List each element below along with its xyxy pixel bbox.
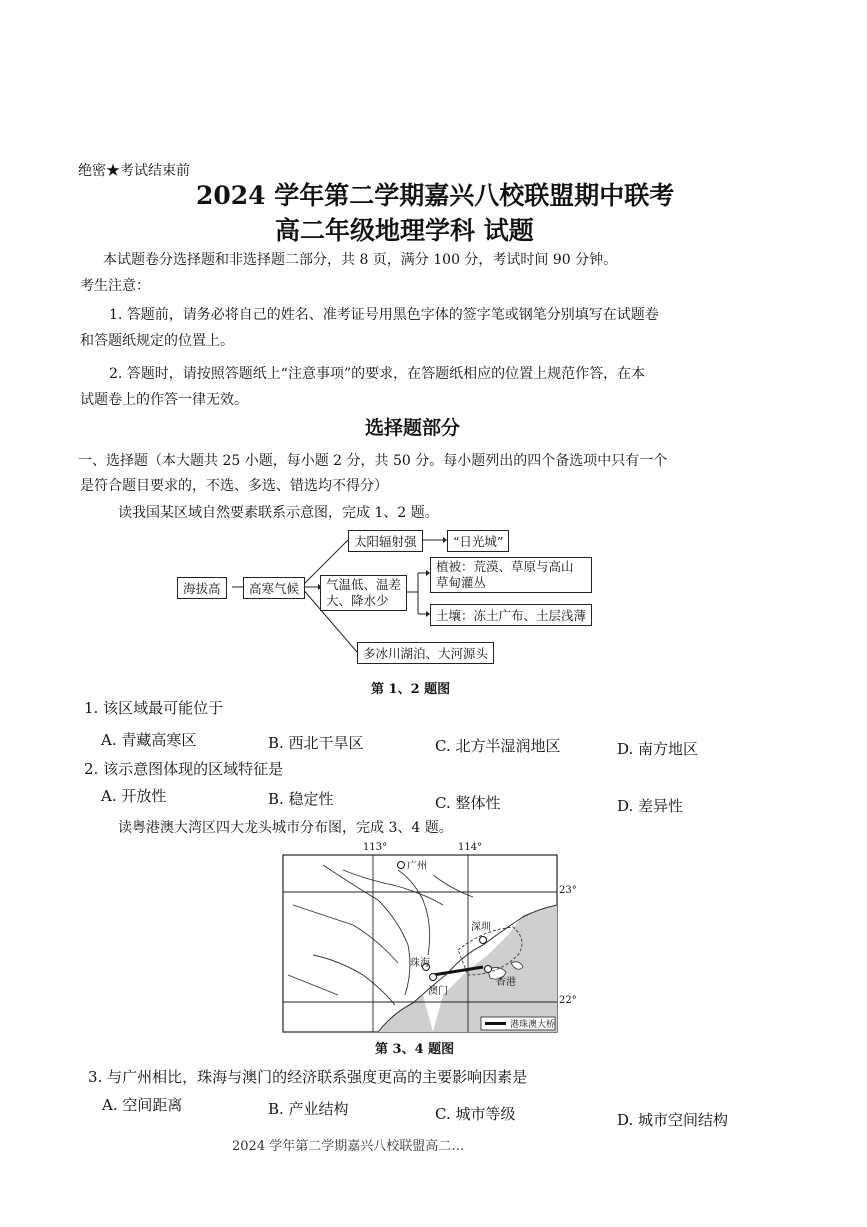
question-2: 2. 该示意图体现的区域特征是: [84, 760, 284, 778]
secret-mark: 绝密★考试结束前: [78, 163, 190, 179]
page-subtitle: 高二年级地理学科 试题: [275, 216, 534, 245]
note-2-cont: 试题卷上的作答一律无效。: [80, 392, 248, 408]
veg-line-2: 草甸灌丛: [436, 575, 487, 590]
q2-option-a[interactable]: A. 开放性: [101, 787, 167, 805]
section-heading: 选择题部分: [365, 417, 461, 439]
veg-line-1: 植被：荒漠、草原与高山: [436, 559, 574, 574]
question-3: 3. 与广州相比，珠海与澳门的经济联系强度更高的主要影响因素是: [88, 1068, 528, 1086]
city-shenzhen: 深圳: [471, 922, 491, 933]
box-soil: 土壤：冻土广布、土层浅薄: [430, 604, 592, 626]
q2-option-b[interactable]: B. 稳定性: [268, 790, 334, 808]
figure-caption-1: 第 1、2 题图: [371, 682, 451, 697]
intro-line: 本试题卷分选择题和非选择题二部分，共 8 页，满分 100 分，考试时间 90 分钟。: [103, 252, 618, 268]
q3-option-d[interactable]: D. 城市空间结构: [617, 1111, 729, 1129]
part1-instructions-cont: 是符合题目要求的，不选、多选、错选均不得分）: [80, 478, 388, 494]
lat-label-23: 23°: [559, 885, 577, 896]
note-1: 1. 答题前，请务必将自己的姓名、准考证号用黑色字体的签字笔或钢笔分别填写在试题卷: [109, 307, 659, 323]
group2-prompt: 读粤港澳大湾区四大龙头城市分布图，完成 3、4 题。: [118, 820, 453, 836]
q3-option-b[interactable]: B. 产业结构: [268, 1100, 349, 1118]
q3-option-c[interactable]: C. 城市等级: [435, 1105, 516, 1123]
box-glacier: 多冰川湖泊、大河源头: [357, 642, 494, 664]
city-zhuhai: 珠海: [410, 958, 430, 969]
lat-label-22: 22°: [559, 995, 577, 1006]
box-altitude: 海拔高: [177, 577, 227, 599]
page-title: 2024 学年第二学期嘉兴八校联盟期中联考: [196, 181, 675, 210]
q1-option-c[interactable]: C. 北方半湿润地区: [435, 737, 561, 755]
q3-option-a[interactable]: A. 空间距离: [102, 1096, 183, 1114]
box-climate: 高寒气候: [243, 577, 305, 599]
city-hongkong: 香港: [496, 977, 516, 988]
temp-line-1: 气温低、温差: [326, 577, 402, 592]
group1-prompt: 读我国某区域自然要素联系示意图，完成 1、2 题。: [118, 505, 439, 521]
q1-option-a[interactable]: A. 青藏高寒区: [101, 731, 197, 749]
box-vegetation: [430, 557, 592, 593]
notice-label: 考生注意：: [80, 278, 150, 294]
q1-option-d[interactable]: D. 南方地区: [617, 740, 699, 758]
note-2: 2. 答题时，请按照答题纸上“注意事项”的要求，在答题纸相应的位置上规范作答，在本: [109, 366, 646, 382]
box-solar: 太阳辐射强: [348, 530, 423, 552]
legend-bridge-label: 港珠澳大桥: [510, 1020, 556, 1030]
city-macau: 澳门: [428, 986, 448, 997]
map-drawing: [283, 845, 573, 1035]
part1-instructions: 一、选择题（本大题共 25 小题，每小题 2 分，共 50 分。每小题列出的四个备选项中只有一个: [78, 453, 668, 469]
lon-label-113: 113°: [363, 842, 388, 853]
q2-option-d[interactable]: D. 差异性: [617, 797, 684, 815]
bay-area-map: [283, 842, 577, 1035]
q2-option-c[interactable]: C. 整体性: [435, 794, 501, 812]
temp-line-2: 大、降水少: [326, 593, 389, 608]
box-temperature: [320, 575, 407, 611]
page-footer: 2024 学年第二学期嘉兴八校联盟高二…: [232, 1139, 465, 1154]
city-guangzhou: 广州: [407, 861, 427, 872]
lon-label-114: 114°: [458, 842, 483, 853]
box-sun-city: “日光城”: [447, 530, 509, 552]
q1-option-b[interactable]: B. 西北干旱区: [268, 734, 364, 752]
figure-caption-2: 第 3、4 题图: [375, 1042, 455, 1057]
question-1: 1. 该区域最可能位于: [84, 699, 224, 717]
note-1-cont: 和答题纸规定的位置上。: [80, 333, 234, 349]
